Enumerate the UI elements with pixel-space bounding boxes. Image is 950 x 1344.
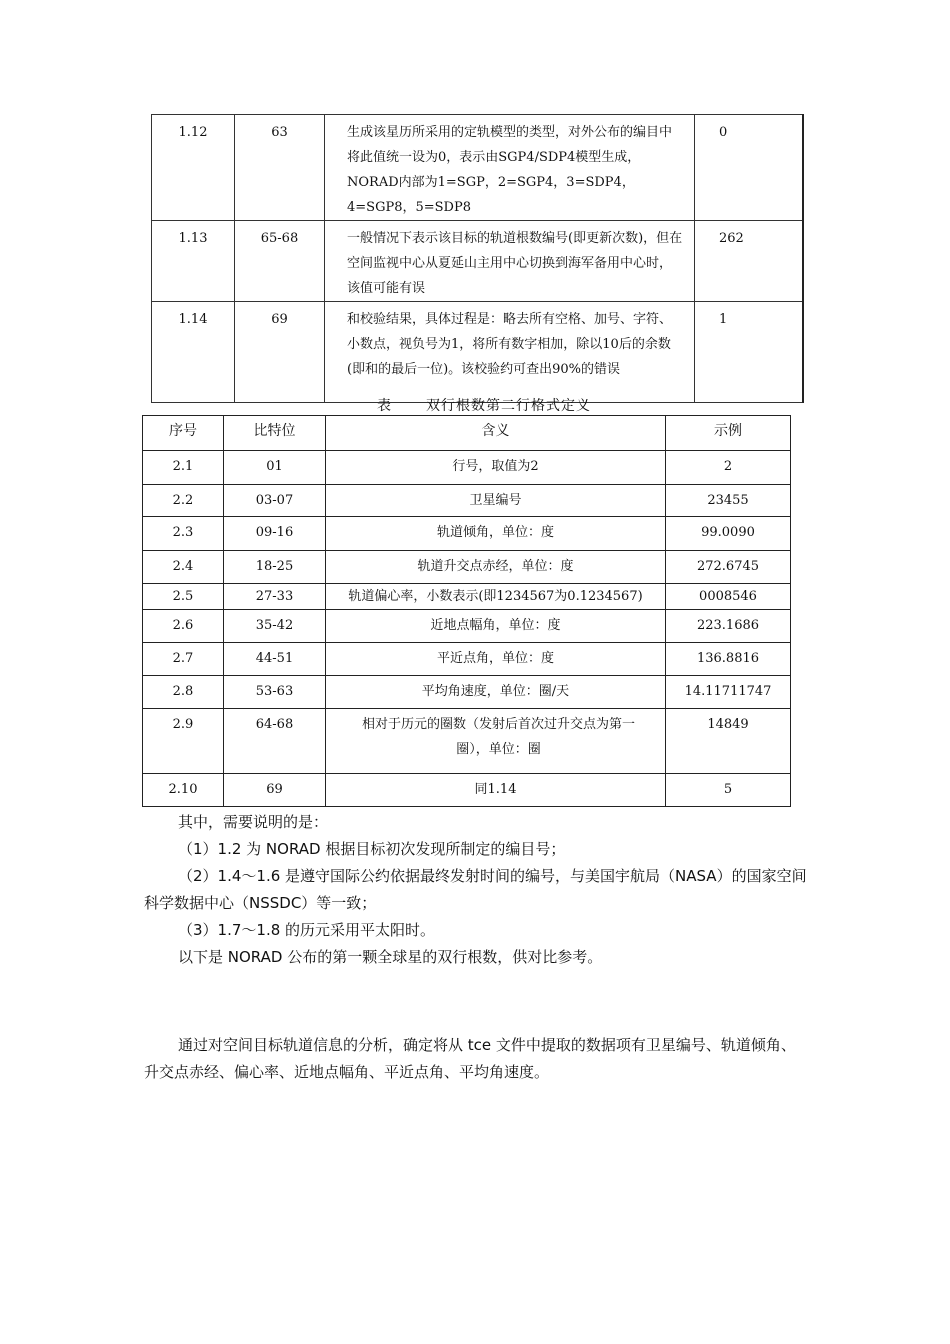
table-row: [143, 676, 791, 709]
table-row: [152, 221, 803, 302]
caption-title: 双行根数第二行格式定义: [426, 398, 591, 414]
note-3: （3）1.7～1.8 的历元采用平太阳时。: [178, 921, 436, 939]
row-example: 0: [695, 115, 803, 221]
row-no: 1.12: [152, 115, 235, 221]
row-example: 1: [695, 302, 803, 403]
row-bits: 27-33: [224, 584, 326, 610]
header-example: 示例: [666, 416, 791, 451]
row-example: 14.11711747: [666, 676, 791, 709]
tle-line2-table: [142, 415, 791, 807]
row-bits: 69: [224, 774, 326, 807]
table-row: [152, 302, 803, 403]
table-row: [143, 517, 791, 551]
row-meaning: 平近点角，单位：度: [326, 643, 666, 676]
row-no: 1.13: [152, 221, 235, 302]
table-row: [143, 643, 791, 676]
row-meaning: 轨道倾角，单位：度: [326, 517, 666, 551]
note-2: （2）1.4～1.6 是遵守国际公约依据最终发射时间的编号，与美国宇航局（NASA）的国家空间科学数据中心（NSSDC）等一致；: [144, 867, 807, 912]
table-row: [143, 774, 791, 807]
table-row: [143, 709, 791, 774]
row-bits: 53-63: [224, 676, 326, 709]
conclusion-paragraph: 通过对空间目标轨道信息的分析，确定将从 tce 文件中提取的数据项有卫星编号、轨道倾角、升交点赤经、偏心率、近地点幅角、平近点角、平均角速度。: [144, 1036, 796, 1081]
row-example: 223.1686: [666, 610, 791, 643]
row-no: 2.8: [143, 676, 224, 709]
tle-line1-table: [151, 114, 804, 403]
table-row: [143, 451, 791, 485]
row-bits: 63: [235, 115, 325, 221]
row-meaning: 平均角速度，单位：圈/天: [326, 676, 666, 709]
row-no: 2.3: [143, 517, 224, 551]
row-no: 2.5: [143, 584, 224, 610]
table-row: [152, 115, 803, 221]
row-meaning: 相对于历元的圈数（发射后首次过升交点为第一圈），单位：圈: [326, 709, 666, 774]
row-no: 1.14: [152, 302, 235, 403]
row-bits: 35-42: [224, 610, 326, 643]
row-meaning: 行号，取值为2: [326, 451, 666, 485]
row-no: 2.4: [143, 551, 224, 584]
row-no: 2.9: [143, 709, 224, 774]
row-example: 262: [695, 221, 803, 302]
row-desc: 和校验结果，具体过程是：略去所有空格、加号、字符、小数点，视负号为1，将所有数字相加，除以10后的余数(即和的最后一位)。该校验约可查出90%的错误: [325, 302, 695, 403]
row-bits: 09-16: [224, 517, 326, 551]
row-example: 0008546: [666, 584, 791, 610]
row-example: 99.0090: [666, 517, 791, 551]
note-4: 以下是 NORAD 公布的第一颗全球星的双行根数，供对比参考。: [178, 948, 603, 966]
row-example: 272.6745: [666, 551, 791, 584]
row-meaning: 卫星编号: [326, 485, 666, 517]
table-caption: [377, 395, 591, 415]
table-row: [143, 610, 791, 643]
row-no: 2.10: [143, 774, 224, 807]
row-example: 5: [666, 774, 791, 807]
row-no: 2.7: [143, 643, 224, 676]
row-bits: 18-25: [224, 551, 326, 584]
header-bits: 比特位: [224, 416, 326, 451]
row-no: 2.1: [143, 451, 224, 485]
row-no: 2.6: [143, 610, 224, 643]
row-meaning: 轨道升交点赤经，单位：度: [326, 551, 666, 584]
row-bits: 65-68: [235, 221, 325, 302]
row-example: 23455: [666, 485, 791, 517]
table-row: [143, 551, 791, 584]
row-meaning: 轨道偏心率，小数表示(即1234567为0.1234567): [326, 584, 666, 610]
row-bits: 01: [224, 451, 326, 485]
row-meaning: 同1.14: [326, 774, 666, 807]
row-desc: 一般情况下表示该目标的轨道根数编号(即更新次数)，但在空间监视中心从夏延山主用中心切换到海军备用中心时，该值可能有误: [325, 221, 695, 302]
header-meaning: 含义: [326, 416, 666, 451]
caption-label: 表: [377, 398, 392, 414]
row-example: 14849: [666, 709, 791, 774]
table-row: [143, 485, 791, 517]
notes-block: [144, 809, 808, 971]
row-bits: 69: [235, 302, 325, 403]
row-example: 136.8816: [666, 643, 791, 676]
row-example: 2: [666, 451, 791, 485]
table-row: [143, 584, 791, 610]
row-desc: 生成该星历所采用的定轨模型的类型，对外公布的编目中将此值统一设为0，表示由SGP4/SDP4模型生成，NORAD内部为1=SGP，2=SGP4，3=SDP4，4=SGP8，5=SDP8: [325, 115, 695, 221]
row-bits: 44-51: [224, 643, 326, 676]
notes-intro: 其中，需要说明的是：: [178, 813, 329, 831]
row-meaning: 近地点幅角，单位：度: [326, 610, 666, 643]
header-no: 序号: [143, 416, 224, 451]
row-bits: 64-68: [224, 709, 326, 774]
note-1: （1）1.2 为 NORAD 根据目标初次发现所制定的编目号；: [178, 840, 566, 858]
table-header-row: [143, 416, 791, 451]
row-bits: 03-07: [224, 485, 326, 517]
row-no: 2.2: [143, 485, 224, 517]
